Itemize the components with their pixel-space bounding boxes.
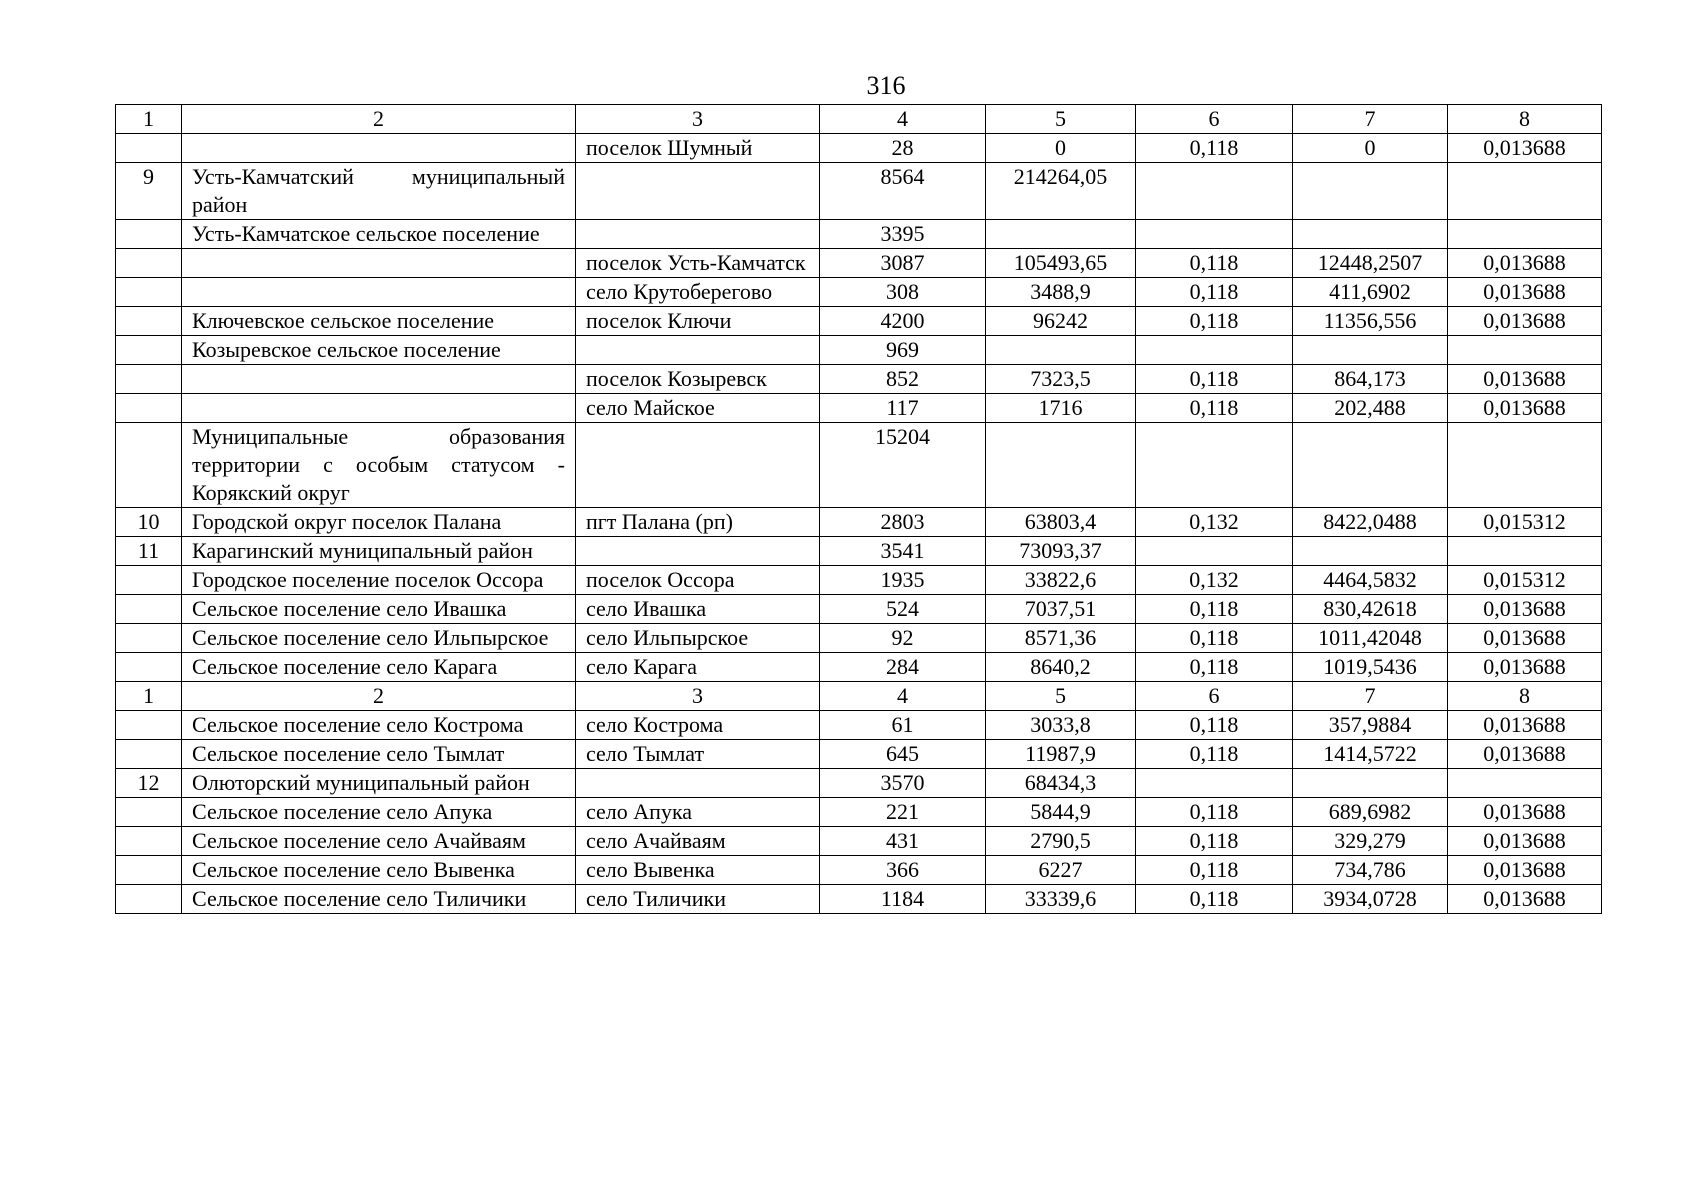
municipality-cell <box>182 394 576 423</box>
municipality-cell: Сельское поселение село Ачайваям <box>182 827 576 856</box>
population-cell: 1935 <box>820 566 986 595</box>
population-cell: 221 <box>820 798 986 827</box>
population-cell: 3395 <box>820 220 986 249</box>
table-body <box>116 105 1602 914</box>
value-7-cell: 3934,0728 <box>1293 885 1448 914</box>
value-7-cell: 1019,5436 <box>1293 653 1448 682</box>
municipality-cell: Сельское поселение село Ивашка <box>182 595 576 624</box>
rate-cell: 0,013688 <box>1448 856 1602 885</box>
coefficient-cell: 0,118 <box>1136 365 1293 394</box>
population-cell: 431 <box>820 827 986 856</box>
row-number-cell <box>116 885 182 914</box>
settlement-cell: село Тиличики <box>576 885 820 914</box>
column-number-cell: 7 <box>1293 682 1448 711</box>
value-5-cell: 33339,6 <box>986 885 1136 914</box>
settlement-cell <box>576 423 820 508</box>
column-number-cell: 2 <box>182 105 576 134</box>
value-7-cell <box>1293 163 1448 220</box>
table-row <box>116 653 1602 682</box>
value-5-cell: 11987,9 <box>986 740 1136 769</box>
row-number-cell <box>116 278 182 307</box>
row-number-cell <box>116 394 182 423</box>
value-7-cell <box>1293 336 1448 365</box>
coefficient-cell <box>1136 163 1293 220</box>
column-number-cell: 3 <box>576 105 820 134</box>
municipality-cell: Олюторский муниципальный район <box>182 769 576 798</box>
rate-cell: 0,013688 <box>1448 394 1602 423</box>
rate-cell <box>1448 423 1602 508</box>
municipality-cell <box>182 134 576 163</box>
rate-cell <box>1448 163 1602 220</box>
value-5-cell: 3033,8 <box>986 711 1136 740</box>
settlement-cell: село Ивашка <box>576 595 820 624</box>
settlement-cell: поселок Козыревск <box>576 365 820 394</box>
population-cell: 1184 <box>820 885 986 914</box>
table-row <box>116 336 1602 365</box>
settlement-cell: село Ильпырское <box>576 624 820 653</box>
table-row <box>116 307 1602 336</box>
value-5-cell: 8571,36 <box>986 624 1136 653</box>
coefficient-cell: 0,118 <box>1136 134 1293 163</box>
row-number-cell <box>116 566 182 595</box>
value-7-cell: 830,42618 <box>1293 595 1448 624</box>
table-row <box>116 508 1602 537</box>
coefficient-cell: 0,132 <box>1136 566 1293 595</box>
value-7-cell <box>1293 537 1448 566</box>
value-7-cell: 411,6902 <box>1293 278 1448 307</box>
row-number-cell: 11 <box>116 537 182 566</box>
value-7-cell: 357,9884 <box>1293 711 1448 740</box>
column-number-cell: 4 <box>820 105 986 134</box>
rate-cell <box>1448 769 1602 798</box>
value-5-cell: 68434,3 <box>986 769 1136 798</box>
value-5-cell: 7037,51 <box>986 595 1136 624</box>
settlement-cell: поселок Оссора <box>576 566 820 595</box>
table-row <box>116 769 1602 798</box>
value-7-cell <box>1293 769 1448 798</box>
municipality-cell: Карагинский муниципальный район <box>182 537 576 566</box>
table-row <box>116 394 1602 423</box>
value-5-cell: 0 <box>986 134 1136 163</box>
population-cell: 2803 <box>820 508 986 537</box>
value-7-cell <box>1293 220 1448 249</box>
value-5-cell <box>986 220 1136 249</box>
column-number-cell: 4 <box>820 682 986 711</box>
settlement-cell: поселок Шумный <box>576 134 820 163</box>
coefficient-cell <box>1136 220 1293 249</box>
value-5-cell: 7323,5 <box>986 365 1136 394</box>
municipality-cell <box>182 278 576 307</box>
column-number-cell: 8 <box>1448 682 1602 711</box>
row-number-cell <box>116 827 182 856</box>
row-number-cell <box>116 711 182 740</box>
value-7-cell: 0 <box>1293 134 1448 163</box>
settlement-cell: село Апука <box>576 798 820 827</box>
municipality-cell <box>182 249 576 278</box>
value-7-cell <box>1293 423 1448 508</box>
settlement-cell <box>576 769 820 798</box>
table-row <box>116 537 1602 566</box>
column-numbers-row <box>116 682 1602 711</box>
settlement-cell: село Ачайваям <box>576 827 820 856</box>
municipality-cell: Сельское поселение село Вывенка <box>182 856 576 885</box>
value-5-cell: 63803,4 <box>986 508 1136 537</box>
coefficient-cell: 0,118 <box>1136 885 1293 914</box>
settlement-cell <box>576 336 820 365</box>
value-5-cell: 1716 <box>986 394 1136 423</box>
table-row <box>116 278 1602 307</box>
population-cell: 8564 <box>820 163 986 220</box>
rate-cell <box>1448 220 1602 249</box>
row-number-cell <box>116 595 182 624</box>
population-cell: 3541 <box>820 537 986 566</box>
rate-cell: 0,013688 <box>1448 798 1602 827</box>
row-number-cell: 12 <box>116 769 182 798</box>
municipality-cell <box>182 365 576 394</box>
municipality-cell: Ключевское сельское поселение <box>182 307 576 336</box>
value-7-cell: 8422,0488 <box>1293 508 1448 537</box>
table-row <box>116 711 1602 740</box>
table-row <box>116 163 1602 220</box>
municipality-cell: Сельское поселение село Тиличики <box>182 885 576 914</box>
value-7-cell: 329,279 <box>1293 827 1448 856</box>
column-number-cell: 3 <box>576 682 820 711</box>
row-number-cell <box>116 624 182 653</box>
population-cell: 28 <box>820 134 986 163</box>
rate-cell: 0,015312 <box>1448 508 1602 537</box>
coefficient-cell: 0,118 <box>1136 856 1293 885</box>
municipality-cell: Сельское поселение село Кострома <box>182 711 576 740</box>
population-cell: 117 <box>820 394 986 423</box>
row-number-cell <box>116 134 182 163</box>
settlement-cell: село Карага <box>576 653 820 682</box>
column-number-cell: 6 <box>1136 682 1293 711</box>
rate-cell: 0,013688 <box>1448 740 1602 769</box>
rate-cell: 0,013688 <box>1448 595 1602 624</box>
rate-cell: 0,013688 <box>1448 249 1602 278</box>
value-7-cell: 202,488 <box>1293 394 1448 423</box>
population-cell: 15204 <box>820 423 986 508</box>
coefficient-cell: 0,118 <box>1136 394 1293 423</box>
table-row <box>116 249 1602 278</box>
value-7-cell: 11356,556 <box>1293 307 1448 336</box>
coefficient-cell <box>1136 537 1293 566</box>
coefficient-cell: 0,118 <box>1136 740 1293 769</box>
municipality-cell: Городской округ поселок Палана <box>182 508 576 537</box>
municipality-cell: Сельское поселение село Тымлат <box>182 740 576 769</box>
value-5-cell <box>986 423 1136 508</box>
settlement-cell: поселок Ключи <box>576 307 820 336</box>
value-5-cell: 6227 <box>986 856 1136 885</box>
value-7-cell: 864,173 <box>1293 365 1448 394</box>
table-container <box>115 104 1602 914</box>
value-7-cell: 1414,5722 <box>1293 740 1448 769</box>
population-cell: 366 <box>820 856 986 885</box>
coefficient-cell: 0,118 <box>1136 595 1293 624</box>
settlement-cell: село Вывенка <box>576 856 820 885</box>
municipality-cell: Сельское поселение село Карага <box>182 653 576 682</box>
settlement-cell <box>576 163 820 220</box>
population-cell: 4200 <box>820 307 986 336</box>
table-row <box>116 827 1602 856</box>
settlement-cell: село Кострома <box>576 711 820 740</box>
population-cell: 645 <box>820 740 986 769</box>
municipality-cell: Сельское поселение село Апука <box>182 798 576 827</box>
value-5-cell: 33822,6 <box>986 566 1136 595</box>
row-number-cell <box>116 249 182 278</box>
table-row <box>116 856 1602 885</box>
rate-cell: 0,013688 <box>1448 365 1602 394</box>
table-row <box>116 624 1602 653</box>
municipality-cell: Усть-Камчатский муниципальный район <box>182 163 576 220</box>
row-number-cell <box>116 220 182 249</box>
population-cell: 61 <box>820 711 986 740</box>
settlement-cell: село Крутоберегово <box>576 278 820 307</box>
rate-cell: 0,013688 <box>1448 711 1602 740</box>
value-5-cell: 105493,65 <box>986 249 1136 278</box>
table-row <box>116 885 1602 914</box>
row-number-cell <box>116 423 182 508</box>
coefficient-cell <box>1136 769 1293 798</box>
column-number-cell: 8 <box>1448 105 1602 134</box>
settlement-cell <box>576 220 820 249</box>
rate-cell: 0,013688 <box>1448 624 1602 653</box>
coefficient-cell: 0,118 <box>1136 278 1293 307</box>
municipality-cell: Сельское поселение село Ильпырское <box>182 624 576 653</box>
coefficient-cell: 0,118 <box>1136 827 1293 856</box>
rate-cell <box>1448 537 1602 566</box>
settlement-cell: село Майское <box>576 394 820 423</box>
population-cell: 3570 <box>820 769 986 798</box>
row-number-cell: 9 <box>116 163 182 220</box>
column-number-cell: 6 <box>1136 105 1293 134</box>
settlement-cell: поселок Усть-Камчатск <box>576 249 820 278</box>
coefficient-cell: 0,118 <box>1136 653 1293 682</box>
table-row <box>116 134 1602 163</box>
coefficient-cell <box>1136 336 1293 365</box>
coefficient-cell: 0,118 <box>1136 798 1293 827</box>
rate-cell: 0,013688 <box>1448 827 1602 856</box>
table-row <box>116 566 1602 595</box>
rate-cell <box>1448 336 1602 365</box>
coefficient-cell: 0,118 <box>1136 307 1293 336</box>
value-5-cell: 2790,5 <box>986 827 1136 856</box>
data-table <box>115 104 1602 914</box>
table-row <box>116 740 1602 769</box>
coefficient-cell: 0,118 <box>1136 249 1293 278</box>
rate-cell: 0,013688 <box>1448 885 1602 914</box>
value-5-cell: 96242 <box>986 307 1136 336</box>
value-7-cell: 734,786 <box>1293 856 1448 885</box>
rate-cell: 0,013688 <box>1448 653 1602 682</box>
value-7-cell: 1011,42048 <box>1293 624 1448 653</box>
row-number-cell <box>116 307 182 336</box>
table-row <box>116 365 1602 394</box>
rate-cell: 0,013688 <box>1448 134 1602 163</box>
row-number-cell <box>116 798 182 827</box>
value-7-cell: 689,6982 <box>1293 798 1448 827</box>
column-number-cell: 7 <box>1293 105 1448 134</box>
value-5-cell: 214264,05 <box>986 163 1136 220</box>
column-number-cell: 5 <box>986 682 1136 711</box>
table-row <box>116 423 1602 508</box>
value-7-cell: 4464,5832 <box>1293 566 1448 595</box>
population-cell: 308 <box>820 278 986 307</box>
column-number-cell: 1 <box>116 105 182 134</box>
value-5-cell: 73093,37 <box>986 537 1136 566</box>
municipality-cell: Козыревское сельское поселение <box>182 336 576 365</box>
value-5-cell: 5844,9 <box>986 798 1136 827</box>
value-7-cell: 12448,2507 <box>1293 249 1448 278</box>
coefficient-cell: 0,118 <box>1136 624 1293 653</box>
coefficient-cell: 0,132 <box>1136 508 1293 537</box>
row-number-cell <box>116 740 182 769</box>
row-number-cell: 10 <box>116 508 182 537</box>
row-number-cell <box>116 856 182 885</box>
population-cell: 969 <box>820 336 986 365</box>
value-5-cell <box>986 336 1136 365</box>
population-cell: 3087 <box>820 249 986 278</box>
population-cell: 284 <box>820 653 986 682</box>
settlement-cell <box>576 537 820 566</box>
value-5-cell: 3488,9 <box>986 278 1136 307</box>
municipality-cell: Усть-Камчатское сельское поселение <box>182 220 576 249</box>
table-row <box>116 220 1602 249</box>
column-numbers-row <box>116 105 1602 134</box>
column-number-cell: 2 <box>182 682 576 711</box>
table-row <box>116 798 1602 827</box>
coefficient-cell <box>1136 423 1293 508</box>
municipality-cell: Муниципальные образования территории с особым статусом - Корякский округ <box>182 423 576 508</box>
value-5-cell: 8640,2 <box>986 653 1136 682</box>
rate-cell: 0,013688 <box>1448 278 1602 307</box>
coefficient-cell: 0,118 <box>1136 711 1293 740</box>
table-row <box>116 595 1602 624</box>
page-number: 316 <box>866 71 906 100</box>
settlement-cell: село Тымлат <box>576 740 820 769</box>
population-cell: 524 <box>820 595 986 624</box>
municipality-cell: Городское поселение поселок Оссора <box>182 566 576 595</box>
population-cell: 852 <box>820 365 986 394</box>
settlement-cell: пгт Палана (рп) <box>576 508 820 537</box>
rate-cell: 0,013688 <box>1448 307 1602 336</box>
row-number-cell <box>116 653 182 682</box>
population-cell: 92 <box>820 624 986 653</box>
column-number-cell: 1 <box>116 682 182 711</box>
rate-cell: 0,015312 <box>1448 566 1602 595</box>
column-number-cell: 5 <box>986 105 1136 134</box>
row-number-cell <box>116 365 182 394</box>
row-number-cell <box>116 336 182 365</box>
